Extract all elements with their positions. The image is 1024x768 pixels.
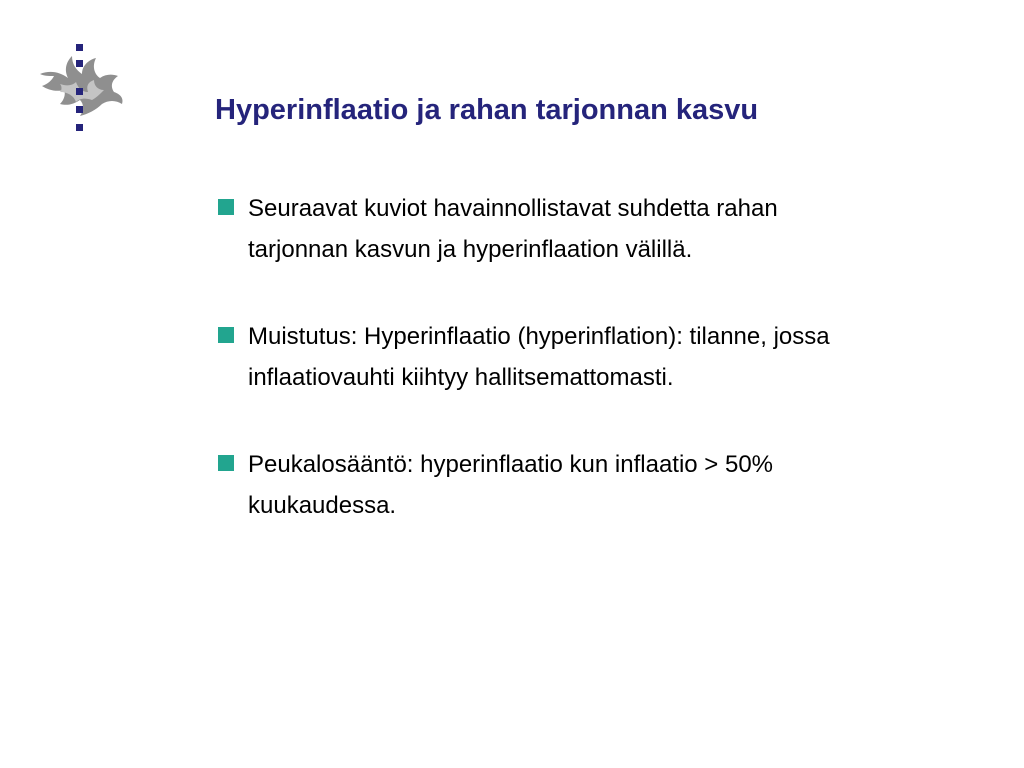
bullet-line: Muistutus: Hyperinflaatio (hyperinflation): tilanne, jossa xyxy=(248,323,830,350)
square-bullet-icon xyxy=(218,327,234,343)
bullet-line: inflaatiovauhti kiihtyy hallitsemattomasti. xyxy=(248,364,674,391)
bullet-item xyxy=(218,444,978,526)
flame-logo-icon xyxy=(36,44,126,136)
bullet-line: Seuraavat kuviot havainnollistavat suhdetta rahan xyxy=(248,195,778,222)
bullet-line: Peukalosääntö: hyperinflaatio kun inflaatio > 50% xyxy=(248,451,774,478)
bullet-item xyxy=(218,188,978,270)
bullet-line: tarjonnan kasvun ja hyperinflaation välillä. xyxy=(248,236,693,263)
bullet-item xyxy=(218,316,978,398)
slide-title: Hyperinflaatio ja rahan tarjonnan kasvu xyxy=(215,94,759,126)
bullet-line: kuukaudessa. xyxy=(248,492,397,519)
square-bullet-icon xyxy=(218,199,234,215)
bullet-list xyxy=(218,188,978,572)
square-bullet-icon xyxy=(218,455,234,471)
